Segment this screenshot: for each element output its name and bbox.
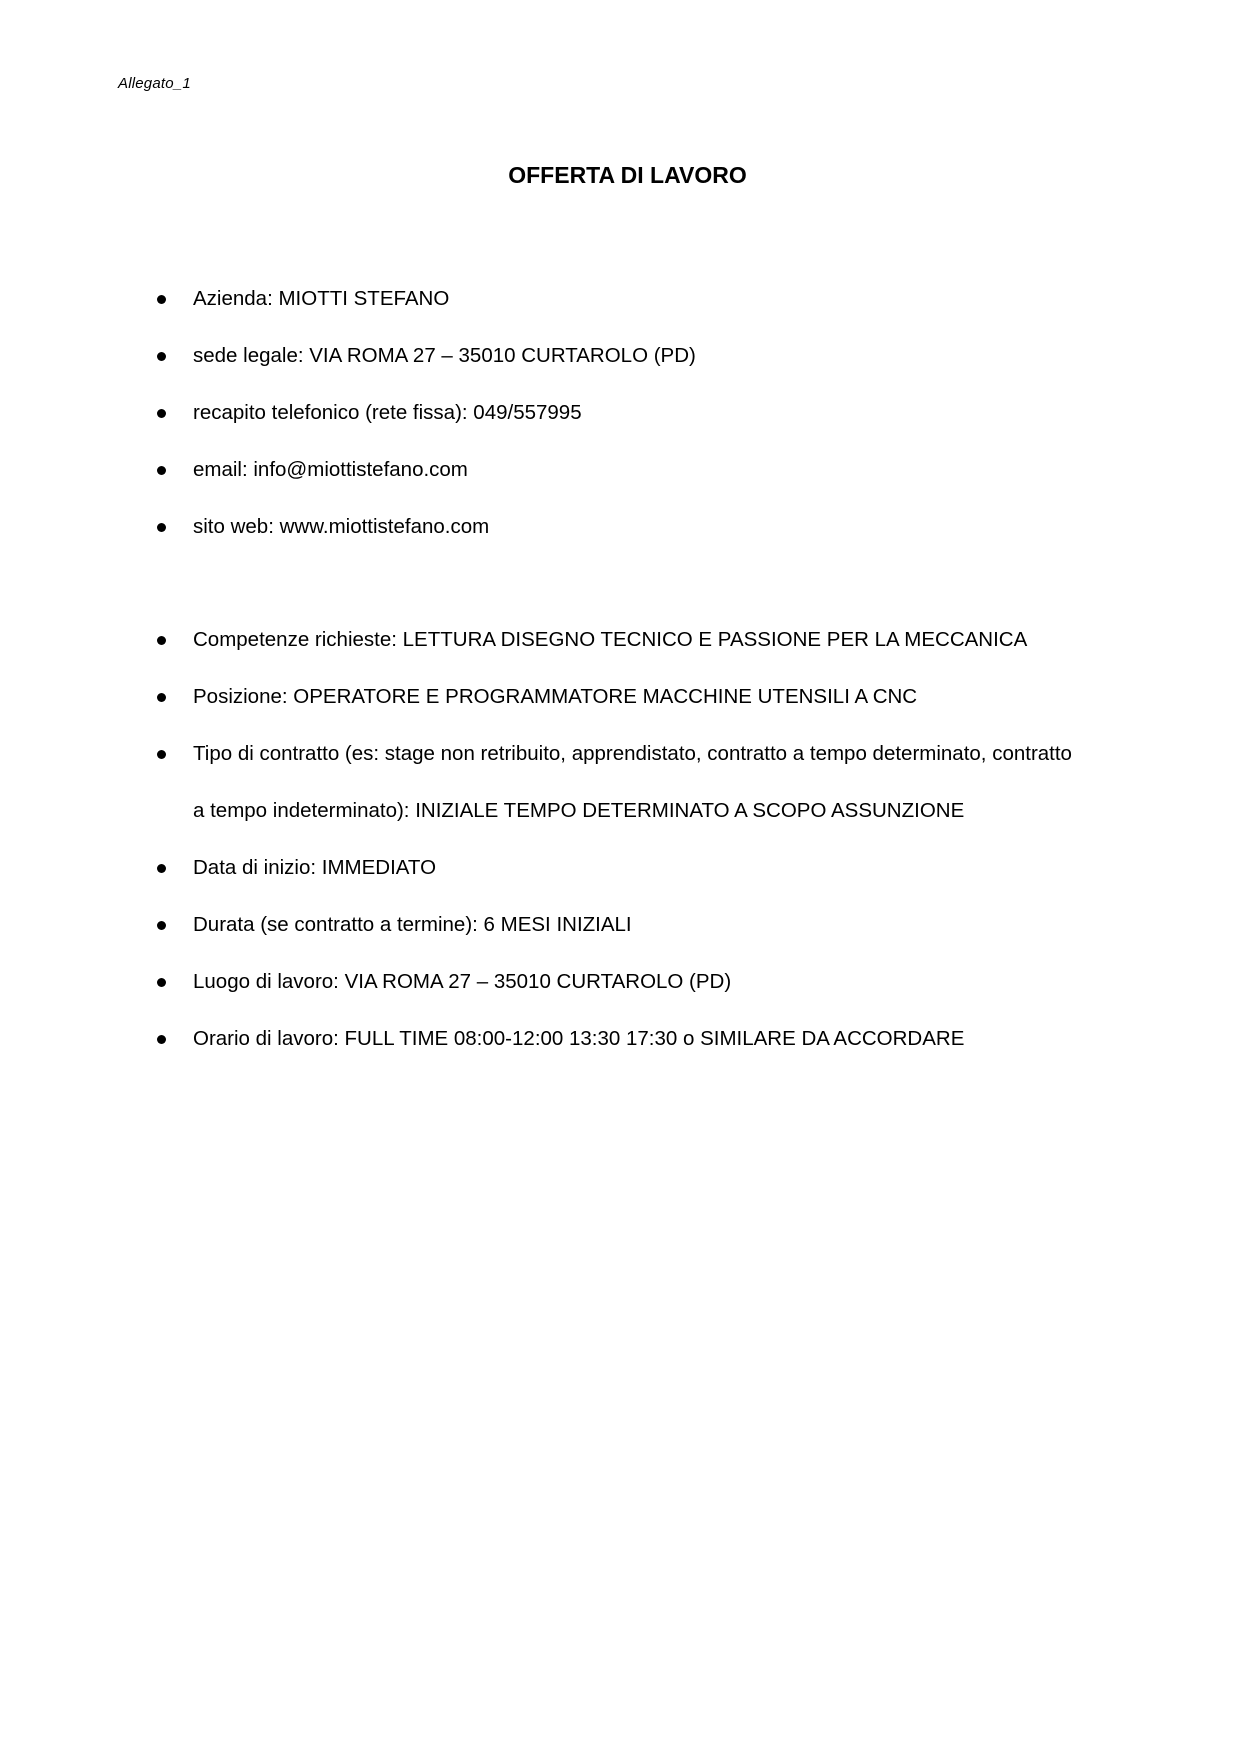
item-text: Competenze richieste: LETTURA DISEGNO TECNICO E PASSIONE PER LA MECCANICA (193, 628, 1028, 651)
bullet-icon (157, 978, 166, 987)
bullet-icon (157, 466, 166, 475)
bullet-icon (157, 693, 166, 702)
item-text: Posizione: OPERATORE E PROGRAMMATORE MACCHINE UTENSILI A CNC (193, 685, 918, 708)
bullet-icon (157, 523, 166, 532)
bullet-icon (157, 1035, 166, 1044)
bullet-icon (157, 864, 166, 873)
document-title: OFFERTA DI LAVORO (508, 162, 747, 188)
item-text-continuation: a tempo indeterminato): INIZIALE TEMPO DETERMINATO A SCOPO ASSUNZIONE (193, 799, 965, 822)
item-text: Tipo di contratto (es: stage non retribuito, apprendistato, contratto a tempo determinato, contratto (193, 742, 1072, 765)
bullet-icon (157, 352, 166, 361)
item-text: Durata (se contratto a termine): 6 MESI INIZIALI (193, 913, 632, 936)
item-text: email: info@miottistefano.com (193, 458, 468, 481)
item-text: Luogo di lavoro: VIA ROMA 27 – 35010 CURTAROLO (PD) (193, 970, 732, 993)
item-text: sito web: www.miottistefano.com (193, 515, 490, 538)
bullet-icon (157, 409, 166, 418)
bullet-icon (157, 750, 166, 759)
bullet-icon (157, 921, 166, 930)
item-text: Azienda: MIOTTI STEFANO (193, 287, 450, 310)
bullet-icon (157, 295, 166, 304)
item-text: Data di inizio: IMMEDIATO (193, 856, 437, 879)
item-text: sede legale: VIA ROMA 27 – 35010 CURTAROLO (PD) (193, 344, 696, 367)
attachment-label: Allegato_1 (118, 75, 191, 92)
bullet-icon (157, 636, 166, 645)
item-text: Orario di lavoro: FULL TIME 08:00-12:00 13:30 17:30 o SIMILARE DA ACCORDARE (193, 1027, 965, 1050)
item-text: recapito telefonico (rete fissa): 049/557995 (193, 401, 582, 424)
